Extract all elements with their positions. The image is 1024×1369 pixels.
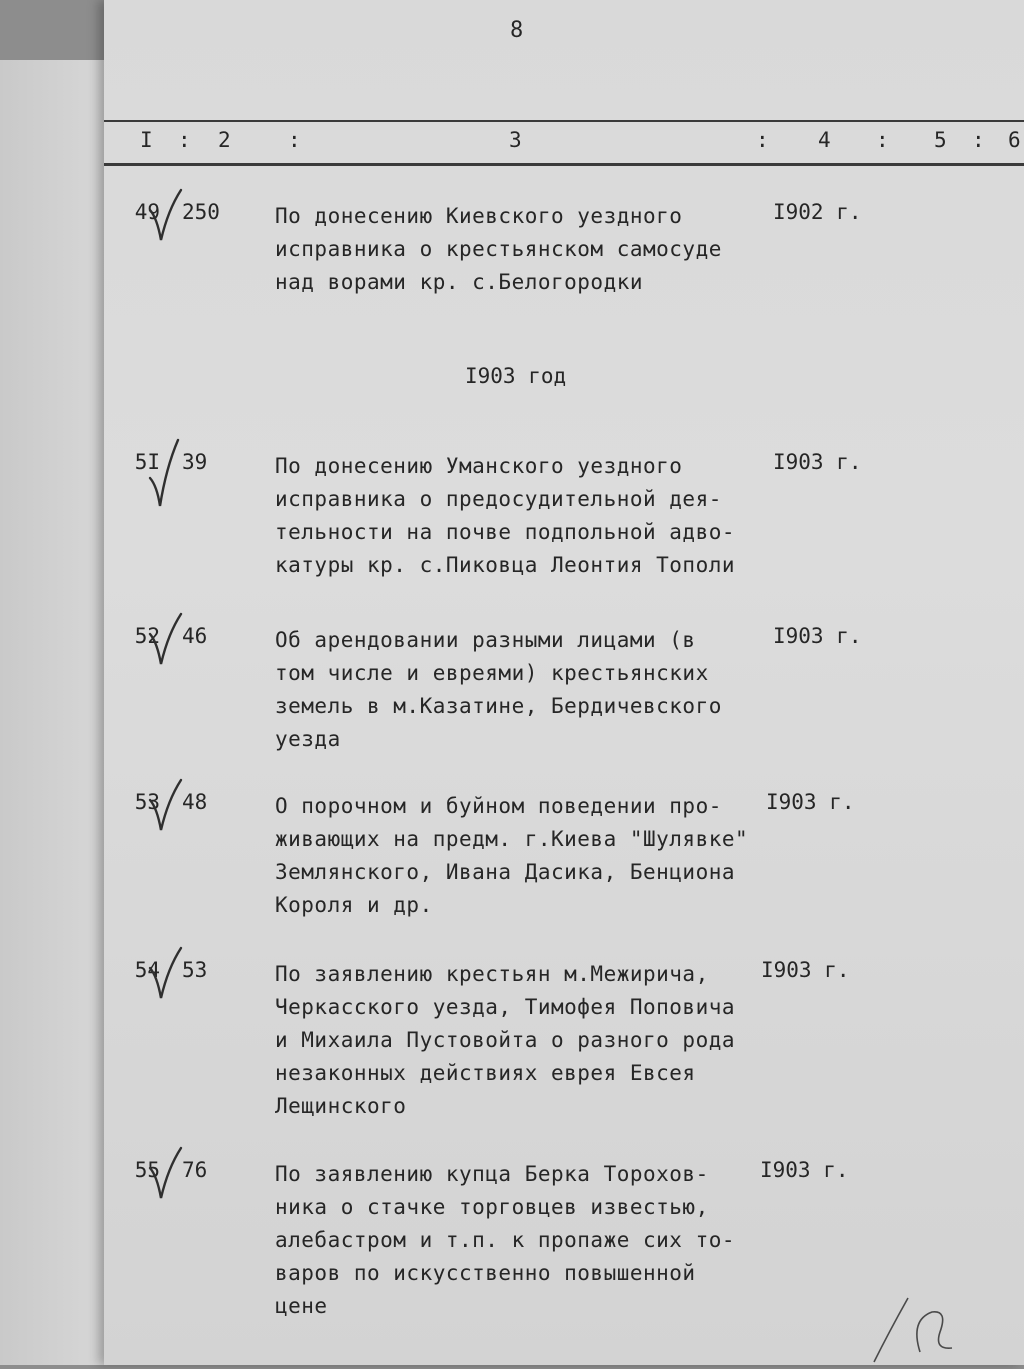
description-line: исправника о крестьянском самосуде (275, 237, 722, 261)
header-top-rule (104, 120, 1024, 122)
header-separator: : (288, 128, 301, 152)
description-line: Об арендовании разными лицами (в (275, 628, 696, 652)
case-number: 39 (182, 450, 208, 474)
header-col-3: 3 (509, 128, 522, 152)
checkmark-icon (148, 188, 184, 246)
header-col-2: 2 (218, 128, 231, 152)
entry-description (275, 624, 765, 756)
description-line: тельности на почве подпольной адво- (275, 520, 736, 544)
entry-description (275, 1158, 765, 1323)
case-number: 250 (182, 200, 220, 224)
case-number: 48 (182, 790, 208, 814)
header-bottom-rule (104, 163, 1024, 166)
entry-number: 49 (134, 200, 160, 224)
description-line: варов по искусственно повышенной (275, 1261, 696, 1285)
checkmark-icon (148, 946, 184, 1004)
entry-number: 5I (134, 450, 160, 474)
header-col-5: 5 (934, 128, 947, 152)
entry-date: I903 г. (766, 790, 855, 814)
checkmark-icon (148, 1146, 184, 1204)
entry-number: 55 (134, 1158, 160, 1182)
description-line: Короля и др. (275, 893, 433, 917)
description-line: Черкасского уезда, Тимофея Поповича (275, 995, 736, 1019)
checkmark-icon (148, 612, 184, 670)
description-line: По донесению Киевского уездного (275, 204, 683, 228)
description-line: цене (275, 1294, 328, 1318)
entry-date: I902 г. (773, 200, 862, 224)
entry-date: I903 г. (773, 450, 862, 474)
description-line: незаконных действиях еврея Евсея (275, 1061, 696, 1085)
entry-description (275, 450, 765, 582)
entry-date: I903 г. (761, 958, 850, 982)
header-separator: : (972, 128, 985, 152)
entry-description (275, 790, 765, 922)
case-number: 76 (182, 1158, 208, 1182)
entry-date: I903 г. (760, 1158, 849, 1182)
description-line: и Михаила Пустовойта о разного рода (275, 1028, 736, 1052)
header-col-4: 4 (818, 128, 831, 152)
description-line: О порочном и буйном поведении про- (275, 794, 722, 818)
entry-description (275, 200, 765, 299)
entry-description (275, 958, 765, 1123)
case-number: 46 (182, 624, 208, 648)
entry-number: 53 (134, 790, 160, 814)
description-line: По заявлению крестьян м.Межирича, (275, 962, 709, 986)
table-header (104, 108, 1024, 168)
header-separator: : (876, 128, 889, 152)
page-number: 8 (510, 18, 525, 43)
description-line: уезда (275, 727, 341, 751)
checkmark-icon (148, 778, 184, 836)
header-col-6: 6 (1008, 128, 1021, 152)
handwritten-mark-icon (870, 1290, 990, 1369)
description-line: живающих на предм. г.Киева "Шулявке" (275, 827, 749, 851)
header-separator: : (756, 128, 769, 152)
description-line: По донесению Уманского уездного (275, 454, 683, 478)
description-line: над ворами кр. с.Белогородки (275, 270, 644, 294)
description-line: По заявлению купца Берка Торохов- (275, 1162, 709, 1186)
description-line: Лещинского (275, 1094, 407, 1118)
entry-number: 54 (134, 958, 160, 982)
description-line: земель в м.Казатине, Бердичевского (275, 694, 722, 718)
case-number: 53 (182, 958, 208, 982)
description-line: Землянского, Ивана Дасика, Бенциона (275, 860, 736, 884)
description-line: ника о стачке торговцев известью, (275, 1195, 709, 1219)
description-line: алебастром и т.п. к пропаже сих то- (275, 1228, 736, 1252)
year-heading: I903 год (465, 364, 567, 388)
description-line: исправника о предосудительной дея- (275, 487, 722, 511)
entry-number: 52 (134, 624, 160, 648)
description-line: катуры кр. с.Пиковца Леонтия Тополи (275, 553, 736, 577)
entry-date: I903 г. (773, 624, 862, 648)
description-line: том числе и евреями) крестьянских (275, 661, 709, 685)
checkmark-icon (148, 438, 184, 512)
header-separator: : (178, 128, 191, 152)
header-col-1: I (140, 128, 153, 152)
